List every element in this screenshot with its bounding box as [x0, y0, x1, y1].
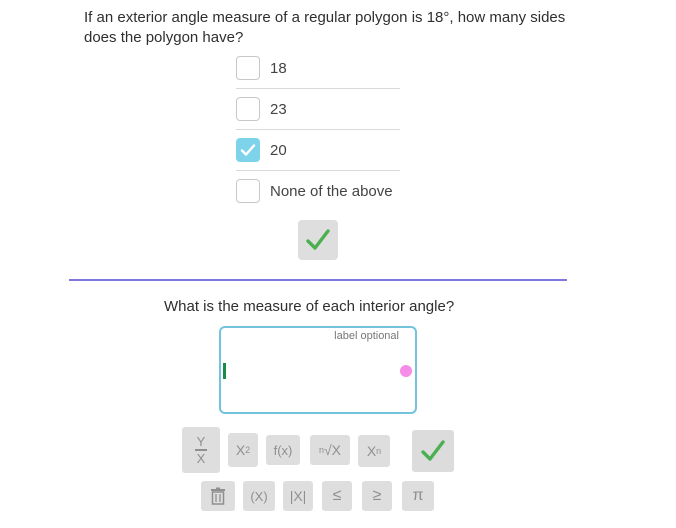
checkbox[interactable] [236, 179, 260, 203]
root-index: n [318, 445, 324, 455]
submit-answer-button[interactable] [298, 220, 338, 260]
subscript-base: X [366, 443, 377, 459]
parentheses-label: (X) [250, 488, 268, 504]
choice-option[interactable] [236, 130, 400, 171]
power-exponent: 2 [245, 445, 251, 455]
text-cursor [223, 363, 226, 379]
checkmark-icon [304, 226, 332, 254]
fraction-numerator: Y [196, 434, 206, 450]
greater-or-equal-key[interactable] [362, 481, 392, 511]
choice-label: 20 [270, 141, 287, 159]
choice-label: 18 [270, 59, 287, 77]
fraction-key[interactable] [182, 427, 220, 473]
function-label: f(x) [273, 442, 293, 458]
subscript-key[interactable] [358, 435, 390, 467]
delete-key[interactable] [201, 481, 235, 511]
checkbox-checked[interactable] [236, 138, 260, 162]
choice-label: None of the above [270, 182, 393, 200]
choice-option[interactable] [236, 48, 400, 89]
checkmark-icon [419, 437, 447, 465]
pi-label: π [412, 487, 424, 504]
checkbox[interactable] [236, 97, 260, 121]
checkbox[interactable] [236, 56, 260, 80]
answer-choices [236, 48, 400, 211]
parentheses-key[interactable] [243, 481, 275, 511]
root-label: √X [323, 442, 342, 458]
section-divider [69, 279, 567, 281]
pi-key[interactable] [402, 481, 434, 511]
checkmark-icon [240, 142, 256, 158]
greater-or-equal-label: ≥ [372, 487, 382, 504]
less-or-equal-label: ≤ [332, 487, 342, 504]
answer-label: label optional [334, 330, 399, 342]
subscript-index: n [376, 446, 382, 456]
question-2-text: What is the measure of each interior angle? [164, 298, 455, 315]
question-1-text: If an exterior angle measure of a regular polygon is 18°, how many sides does the polygon have? [84, 9, 566, 46]
nth-root-key[interactable] [310, 435, 350, 465]
absolute-value-label: |X| [289, 488, 307, 504]
choice-option[interactable] [236, 89, 400, 130]
less-or-equal-key[interactable] [322, 481, 352, 511]
submit-math-button[interactable] [412, 430, 454, 472]
function-key[interactable] [266, 435, 300, 465]
choice-option[interactable] [236, 171, 400, 211]
power-key[interactable] [228, 433, 258, 467]
answer-input[interactable] [219, 326, 417, 414]
marker-dot [400, 365, 412, 377]
power-base: X [235, 442, 246, 458]
fraction-denominator: X [196, 450, 206, 466]
choice-label: 23 [270, 100, 287, 118]
absolute-value-key[interactable] [283, 481, 313, 511]
trash-icon [209, 487, 227, 505]
